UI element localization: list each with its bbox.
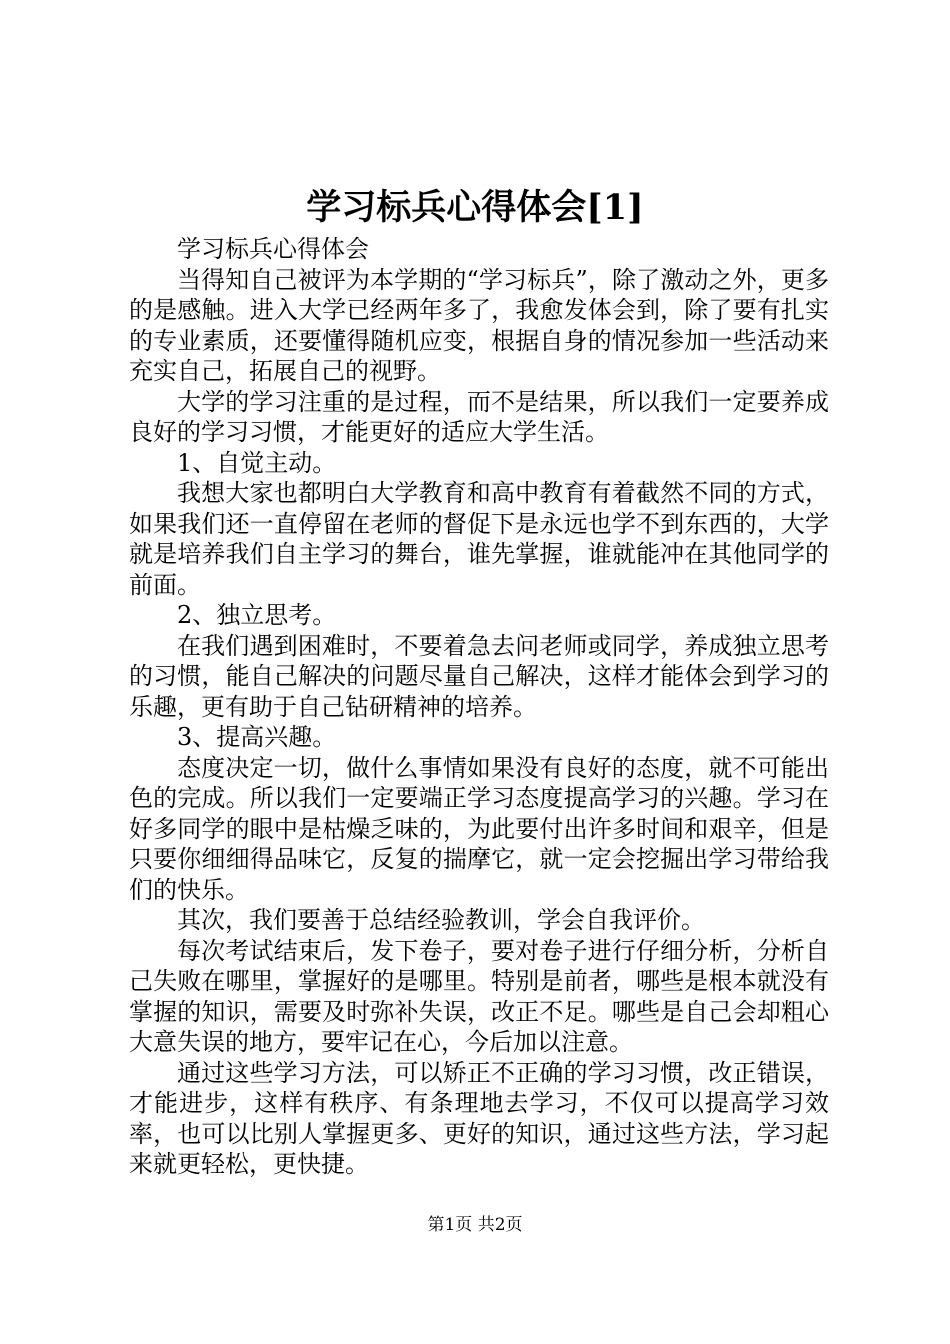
section-heading: 1、自觉主动。 bbox=[177, 448, 337, 477]
paragraph: 其次，我们要善于总结经验教训，学会自我评价。 bbox=[177, 906, 705, 934]
paragraph: 我想大家也都明白大学教育和高中教育有着截然不同的方式，如果我们还一直停留在老师的督促下是永远也学不到东西的，大学就是培养我们自主学习的舞台，谁先掌握，谁就能冲在其他同学的前面。 bbox=[129, 479, 829, 599]
document-title: 学习标兵心得体会[1] bbox=[306, 187, 644, 228]
paragraph-subtitle: 学习标兵心得体会 bbox=[177, 235, 369, 263]
paragraph: 在我们遇到困难时，不要着急去问老师或同学，养成独立思考的习惯，能自己解决的问题尽量自己解决，这样才能体会到学习的乐趣，更有助于自己钻研精神的培养。 bbox=[129, 631, 829, 721]
paragraph: 每次考试结束后，发下卷子，要对卷子进行仔细分析，分析自己失败在哪里，掌握好的是哪里。特别是前者，哪些是根本就没有掌握的知识，需要及时弥补失误，改正不足。哪些是自己会却粗心大意失误的地方，要牢记在心，今后加以注意。 bbox=[129, 936, 829, 1056]
document-body bbox=[129, 234, 829, 1180]
section-heading: 3、提高兴趣。 bbox=[177, 723, 337, 751]
paragraph: 态度决定一切，做什么事情如果没有良好的态度，就不可能出色的完成。所以我们一定要端正学习态度提高学习的兴趣。学习在好多同学的眼中是枯燥乏味的，为此要付出许多时间和艰辛，但是只要你细细得品味它，反复的揣摩它，就一定会挖掘出学习带给我们的快乐。 bbox=[129, 753, 829, 904]
paragraph: 大学的学习注重的是过程，而不是结果，所以我们一定要养成良好的学习习惯，才能更好的适应大学生活。 bbox=[129, 387, 829, 446]
paragraph: 当得知自己被评为本学期的“学习标兵”，除了激动之外，更多的是感触。进入大学已经两年多了，我愈发体会到，除了要有扎实的专业素质，还要懂得随机应变，根据自身的情况参加一些活动来充实自己，拓展自己的视野。 bbox=[129, 265, 829, 385]
section-heading: 2、独立思考。 bbox=[177, 601, 337, 629]
page-footer: 第1页 共2页 bbox=[427, 1215, 523, 1235]
paragraph: 通过这些学习方法，可以矫正不正确的学习习惯，改正错误，才能进步，这样有秩序、有条理地去学习，不仅可以提高学习效率，也可以比别人掌握更多、更好的知识，通过这些方法，学习起来就更轻松，更快捷。 bbox=[129, 1058, 829, 1178]
